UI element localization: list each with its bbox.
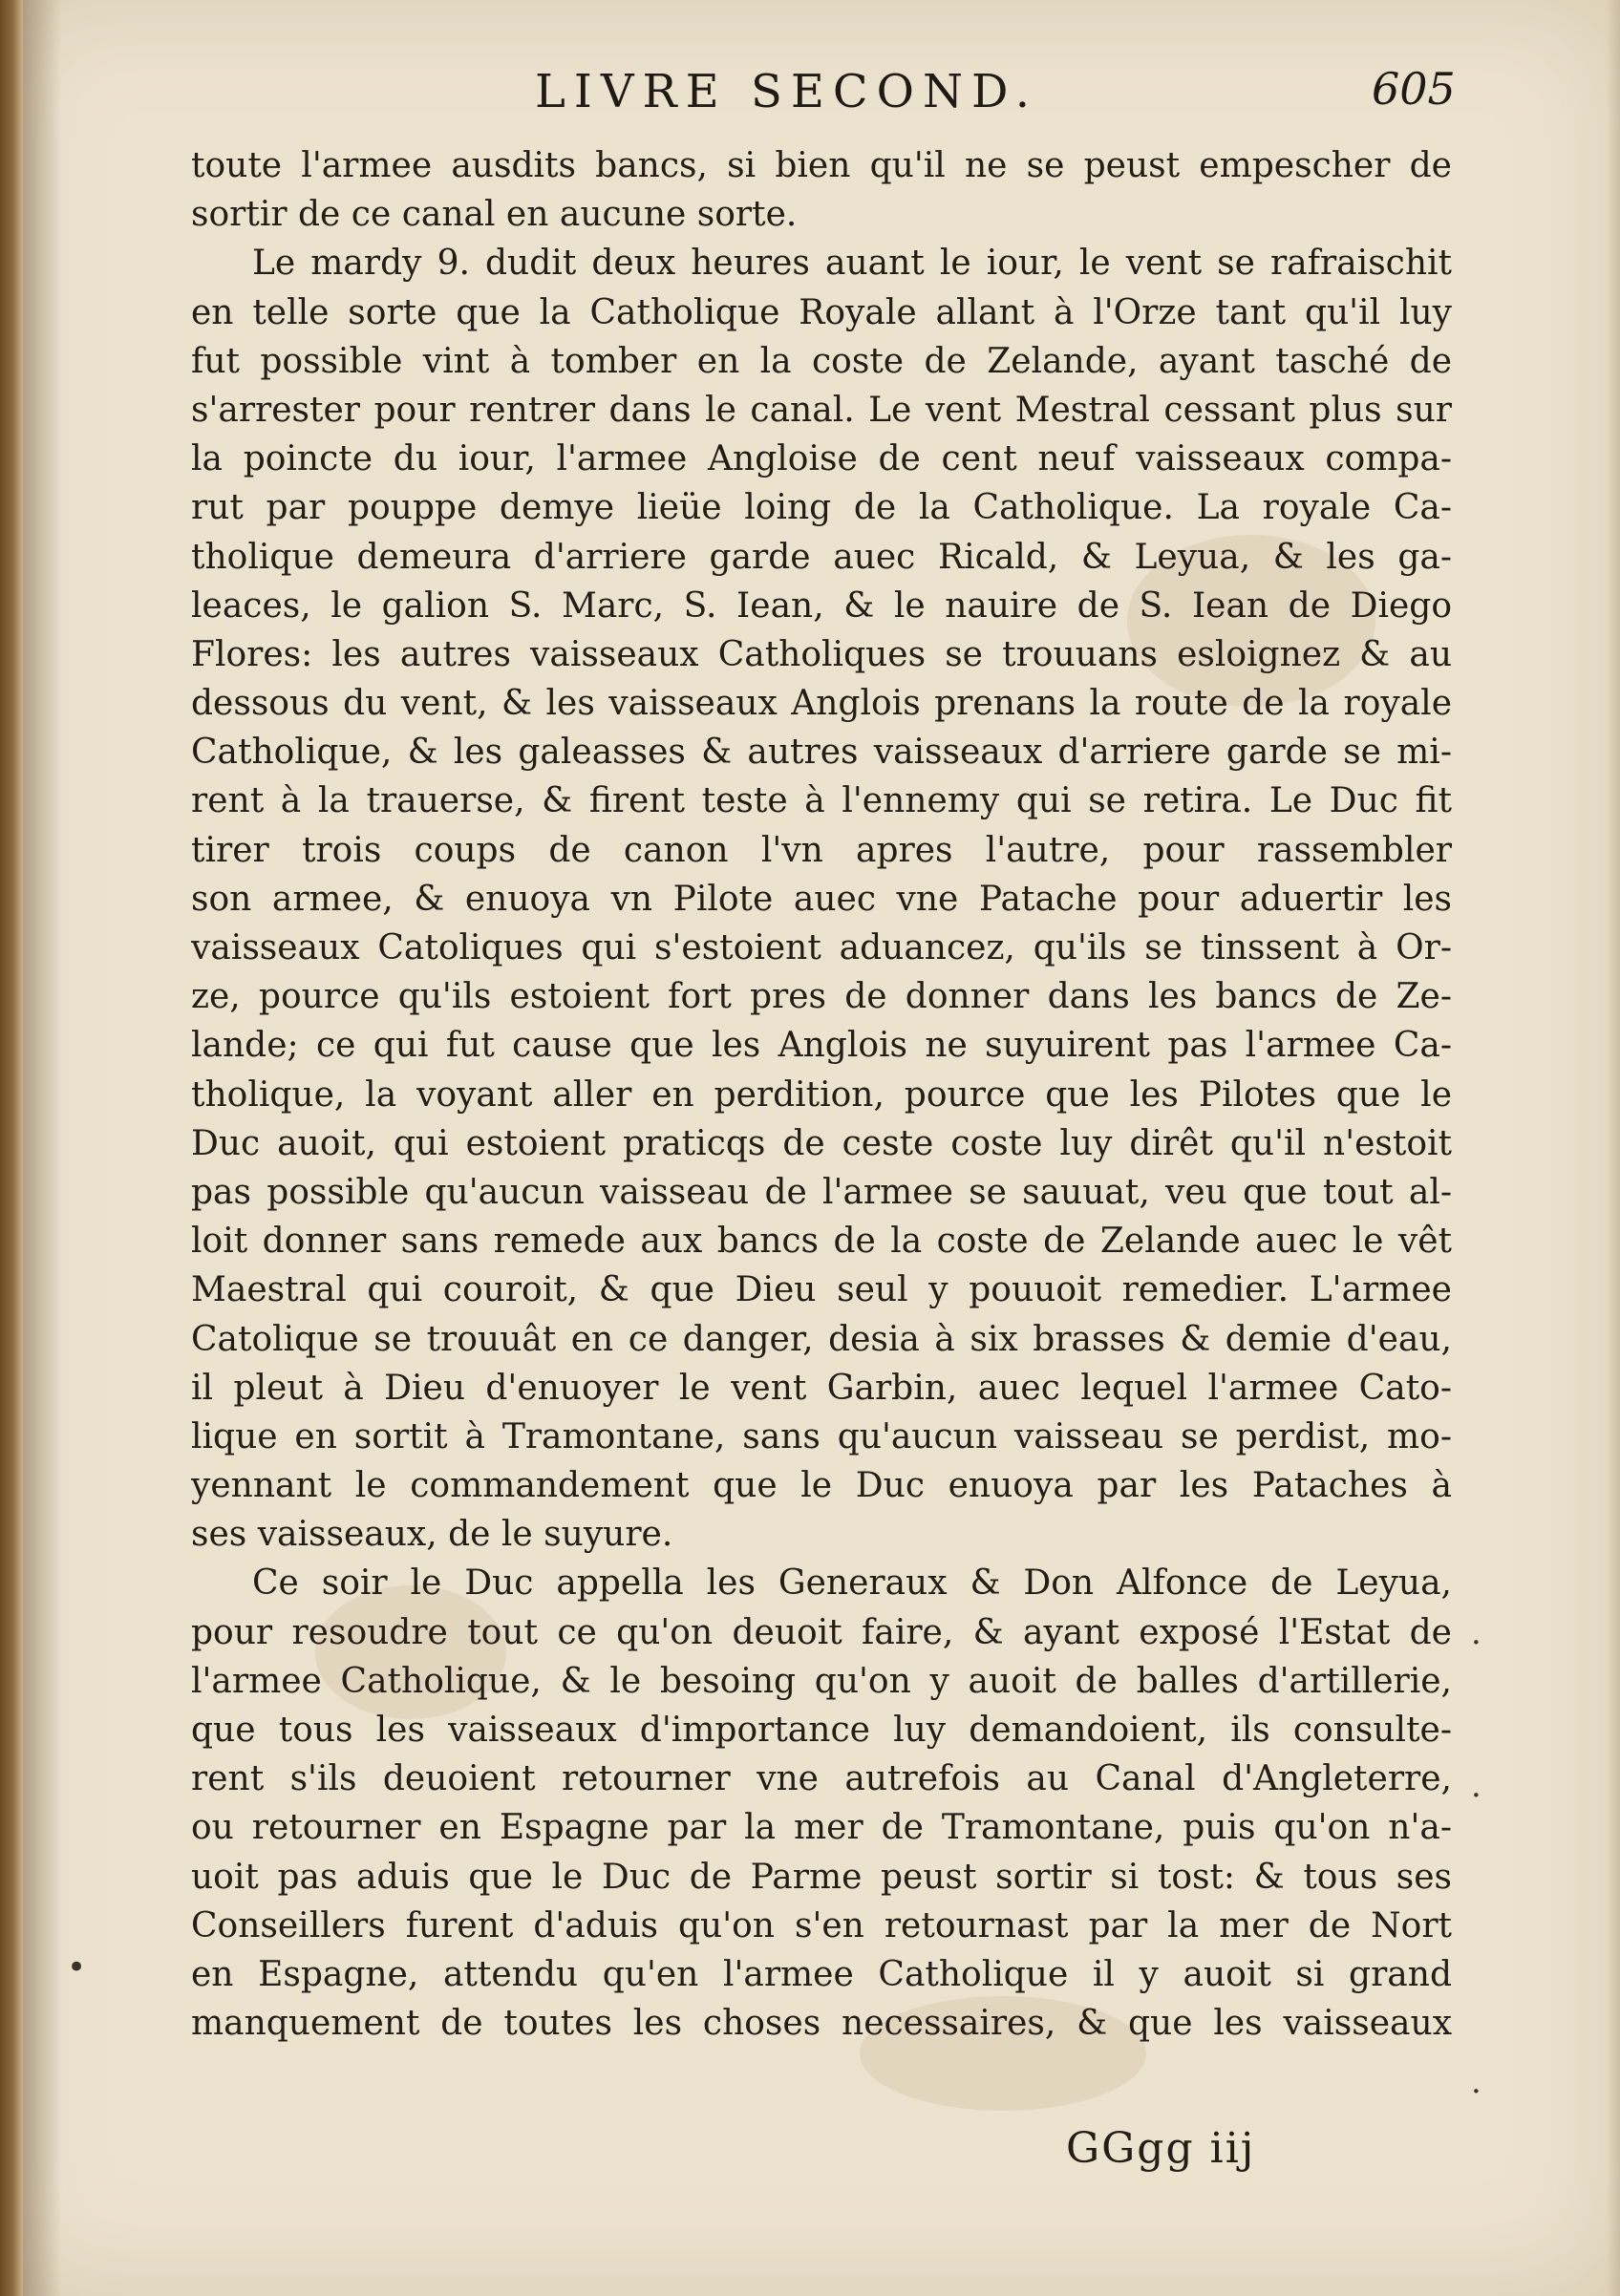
gutter-shadow bbox=[23, 0, 61, 2296]
text-line: manquement de toutes les choses necessaires, & que les vaisseaux bbox=[191, 2004, 1452, 2044]
text-line: lande; ce qui fut cause que les Anglois ne suyuirent pas l'armee Ca- bbox=[191, 1026, 1452, 1066]
text-line: il pleut à Dieu d'enuoyer le vent Garbin, auec lequel l'armee Cato- bbox=[191, 1368, 1452, 1408]
text-line: s'arrester pour rentrer dans le canal. Le vent Mestral cessant plus sur bbox=[191, 390, 1452, 430]
text-line: sortir de ce canal en aucune sorte. bbox=[191, 195, 798, 235]
margin-dot-icon: · bbox=[1471, 1776, 1481, 1815]
page-edge bbox=[1607, 0, 1620, 2296]
text-line: tholique, la voyant aller en perdition, pource que les Pilotes que le bbox=[191, 1074, 1452, 1115]
text-line: l'armee Catholique, & le besoing qu'on y auoit de balles d'artillerie, bbox=[191, 1661, 1452, 1701]
text-line: rent à la trauerse, & firent teste à l'ennemy qui se retira. Le Duc fit bbox=[191, 781, 1452, 821]
text-line: ou retourner en Espagne par la mer de Tramontane, puis qu'on n'a- bbox=[191, 1808, 1452, 1848]
text-line: pas possible qu'aucun vaisseau de l'armee se sauuat, veu que tout al- bbox=[191, 1172, 1452, 1212]
text-line: Duc auoit, qui estoient praticqs de ceste coste luy dirêt qu'il n'estoit bbox=[191, 1123, 1452, 1163]
text-line: uoit pas aduis que le Duc de Parme peust sortir si tost: & tous ses bbox=[191, 1857, 1452, 1897]
page-binding bbox=[0, 0, 23, 2296]
text-line: toute l'armee ausdits bancs, si bien qu'il ne se peust empescher de bbox=[191, 146, 1452, 185]
text-line: Catolique se trouuât en ce danger, desia à six brasses & demie d'eau, bbox=[191, 1319, 1452, 1359]
text-line: Flores: les autres vaisseaux Catholiques se trouuans esloignez & au bbox=[191, 634, 1452, 674]
text-line: vaisseaux Catoliques qui s'estoient aduancez, qu'ils se tinssent à Or- bbox=[191, 928, 1452, 967]
margin-dot-icon: • bbox=[67, 1948, 87, 1987]
text-line: la poincte du iour, l'armee Angloise de cent neuf vaisseaux compa- bbox=[191, 439, 1452, 479]
text-line: Le mardy 9. dudit deux heures auant le iour, le vent se rafraischit bbox=[252, 244, 1452, 284]
text-line: Catholique, & les galeasses & autres vaisseaux d'arriere garde se mi- bbox=[191, 733, 1452, 773]
text-line: Conseillers furent d'aduis qu'on s'en retournast par la mer de Nort bbox=[191, 1905, 1452, 1945]
text-line: ze, pource qu'ils estoient fort pres de donner dans les bancs de Ze- bbox=[191, 977, 1452, 1017]
signature-mark: GGgg iij bbox=[1066, 2124, 1256, 2173]
text-line: son armee, & enuoya vn Pilote auec vne Patache pour aduertir les bbox=[191, 879, 1452, 919]
text-line: que tous les vaisseaux d'importance luy demandoient, ils consulte- bbox=[191, 1711, 1452, 1750]
margin-dot-icon: · bbox=[1471, 2073, 1481, 2111]
text-line: en telle sorte que la Catholique Royale allant à l'Orze tant qu'il luy bbox=[191, 292, 1452, 332]
text-line: ses vaisseaux, de le suyure. bbox=[191, 1515, 673, 1555]
text-line: lique en sortit à Tramontane, sans qu'aucun vaisseau se perdist, mo- bbox=[191, 1416, 1452, 1456]
text-line: tholique demeura d'arriere garde auec Ricald, & Leyua, & les ga- bbox=[191, 537, 1452, 577]
running-title: LIVRE SECOND. bbox=[535, 65, 1038, 118]
body-text bbox=[191, 141, 1452, 2048]
page-header bbox=[0, 59, 1620, 136]
text-line: Ce soir le Duc appella les Generaux & Don Alfonce de Leyua, bbox=[252, 1563, 1452, 1604]
page-number: 605 bbox=[1372, 63, 1456, 115]
text-line: dessous du vent, & les vaisseaux Anglois prenans la route de la royale bbox=[191, 684, 1452, 724]
text-line: fut possible vint à tomber en la coste de Zelande, ayant tasché de bbox=[191, 341, 1452, 381]
text-line: loit donner sans remede aux bancs de la coste de Zelande auec le vêt bbox=[191, 1222, 1452, 1262]
text-line: rut par pouppe demye lieüe loing de la Catholique. La royale Ca- bbox=[191, 488, 1452, 528]
text-line: tirer trois coups de canon l'vn apres l'autre, pour rassembler bbox=[191, 830, 1452, 870]
margin-dot-icon: · bbox=[1471, 1624, 1481, 1662]
text-line: leaces, le galion S. Marc, S. Iean, & le nauire de S. Iean de Diego bbox=[191, 585, 1452, 626]
text-line: pour resoudre tout ce qu'on deuoit faire, & ayant exposé l'Estat de bbox=[191, 1612, 1452, 1652]
text-line: yennant le commandement que le Duc enuoya par les Pataches à bbox=[191, 1466, 1452, 1506]
text-line: Maestral qui couroit, & que Dieu seul y pouuoit remedier. L'armee bbox=[191, 1270, 1452, 1310]
text-line: rent s'ils deuoient retourner vne autrefois au Canal d'Angleterre, bbox=[191, 1759, 1452, 1799]
text-line: en Espagne, attendu qu'en l'armee Catholique il y auoit si grand bbox=[191, 1954, 1452, 1994]
